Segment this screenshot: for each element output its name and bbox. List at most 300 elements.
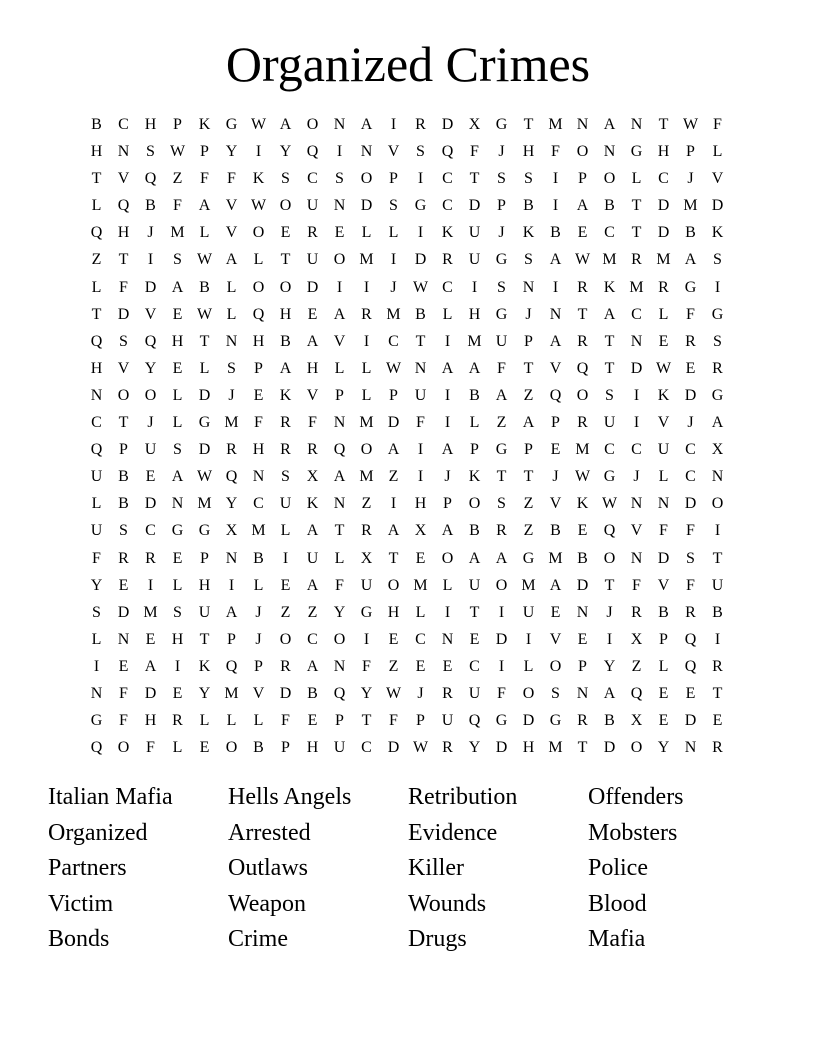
grid-letter: D bbox=[468, 197, 481, 215]
grid-letter: R bbox=[577, 332, 588, 350]
grid-letter: O bbox=[279, 278, 292, 296]
grid-letter: U bbox=[90, 522, 103, 540]
grid-letter: U bbox=[657, 441, 670, 459]
grid-letter: F bbox=[389, 712, 398, 730]
grid-letter: G bbox=[198, 414, 211, 432]
grid-letter: L bbox=[361, 224, 372, 242]
grid-letter: I bbox=[714, 278, 721, 296]
grid-letter: U bbox=[468, 684, 481, 702]
grid-letter: P bbox=[416, 712, 425, 730]
grid-letter: P bbox=[227, 630, 236, 648]
grid-letter: W bbox=[412, 739, 429, 757]
grid-letter: O bbox=[144, 386, 157, 404]
grid-letter: M bbox=[521, 576, 536, 594]
grid-letter: C bbox=[118, 116, 129, 133]
grid-letter: A bbox=[441, 522, 454, 540]
grid-letter: B bbox=[604, 712, 615, 730]
grid-letter: A bbox=[225, 603, 238, 621]
grid-letter: A bbox=[387, 522, 400, 540]
grid-letter: R bbox=[496, 522, 507, 540]
grid-letter: M bbox=[548, 549, 563, 567]
grid-letter: P bbox=[200, 549, 209, 567]
word-list-item: Arrested bbox=[228, 819, 311, 846]
grid-letter: U bbox=[90, 468, 103, 486]
grid-letter: G bbox=[198, 522, 211, 540]
grid-letter: B bbox=[118, 495, 129, 513]
word-list-item: Victim bbox=[48, 890, 114, 917]
grid-letter: L bbox=[253, 576, 264, 594]
grid-letter: G bbox=[360, 603, 373, 621]
word-list-item: Hells Angels bbox=[228, 784, 352, 810]
grid-letter: M bbox=[656, 251, 671, 269]
grid-letter: Q bbox=[333, 441, 346, 459]
grid-letter: I bbox=[390, 495, 397, 513]
grid-letter: P bbox=[335, 386, 344, 404]
grid-letter: T bbox=[523, 359, 534, 377]
grid-letter: H bbox=[306, 359, 319, 377]
grid-letter: B bbox=[118, 468, 129, 486]
grid-letter: C bbox=[91, 414, 102, 432]
grid-letter: D bbox=[657, 197, 670, 215]
grid-letter: C bbox=[604, 224, 615, 242]
grid-letter: F bbox=[92, 549, 101, 567]
grid-letter: R bbox=[361, 305, 372, 323]
grid-letter: S bbox=[227, 359, 236, 377]
grid-letter: I bbox=[93, 657, 100, 675]
grid-letter: Z bbox=[172, 170, 183, 188]
grid-row bbox=[83, 141, 731, 168]
grid-letter: M bbox=[170, 224, 185, 242]
grid-letter: L bbox=[226, 712, 237, 730]
grid-letter: F bbox=[146, 739, 155, 757]
word-list-item: Offenders bbox=[588, 784, 684, 810]
grid-letter: O bbox=[333, 630, 346, 648]
grid-row bbox=[83, 222, 731, 249]
grid-letter: O bbox=[252, 278, 265, 296]
grid-letter: L bbox=[226, 278, 237, 296]
grid-letter: N bbox=[576, 116, 589, 133]
grid-letter: F bbox=[632, 576, 641, 594]
word-list-item: Evidence bbox=[408, 819, 498, 846]
grid-letter: B bbox=[307, 684, 318, 702]
grid-letter: K bbox=[468, 468, 481, 486]
grid-letter: G bbox=[414, 197, 427, 215]
grid-letter: G bbox=[495, 712, 508, 730]
grid-letter: F bbox=[119, 278, 128, 296]
grid-letter: S bbox=[497, 495, 506, 513]
grid-letter: W bbox=[601, 495, 618, 513]
grid-letter: M bbox=[359, 251, 374, 269]
grid-letter: C bbox=[361, 739, 372, 757]
grid-letter: R bbox=[577, 414, 588, 432]
grid-letter: L bbox=[91, 495, 102, 513]
grid-letter: J bbox=[444, 468, 451, 486]
grid-letter: B bbox=[685, 224, 696, 242]
grid-letter: N bbox=[225, 549, 238, 567]
grid-letter: U bbox=[603, 414, 616, 432]
grid-letter: E bbox=[712, 712, 723, 730]
grid-letter: E bbox=[334, 224, 345, 242]
grid-letter: Q bbox=[684, 657, 697, 675]
grid-letter: I bbox=[633, 414, 640, 432]
grid-letter: H bbox=[144, 712, 157, 730]
grid-letter: O bbox=[603, 170, 616, 188]
grid-letter: A bbox=[468, 359, 481, 377]
grid-letter: F bbox=[416, 414, 425, 432]
grid-letter: R bbox=[712, 739, 723, 757]
grid-letter: N bbox=[333, 197, 346, 215]
grid-letter: L bbox=[226, 305, 237, 323]
grid-letter: U bbox=[468, 576, 481, 594]
grid-letter: T bbox=[199, 630, 210, 648]
grid-letter: W bbox=[385, 359, 402, 377]
grid-letter: T bbox=[334, 522, 345, 540]
grid-letter: Z bbox=[631, 657, 642, 675]
grid-letter: K bbox=[603, 278, 616, 296]
grid-letter: H bbox=[90, 359, 103, 377]
grid-letter: D bbox=[684, 712, 697, 730]
grid-letter: I bbox=[417, 441, 424, 459]
grid-letter: N bbox=[630, 495, 643, 513]
grid-letter: U bbox=[333, 739, 346, 757]
grid-letter: D bbox=[387, 739, 400, 757]
grid-letter: M bbox=[467, 332, 482, 350]
grid-letter: M bbox=[386, 305, 401, 323]
grid-letter: C bbox=[469, 657, 480, 675]
grid-letter: H bbox=[387, 603, 400, 621]
grid-letter: N bbox=[117, 143, 130, 161]
grid-letter: L bbox=[253, 251, 264, 269]
grid-letter: N bbox=[414, 359, 427, 377]
grid-letter: N bbox=[657, 495, 670, 513]
grid-letter: N bbox=[630, 332, 643, 350]
grid-letter: B bbox=[550, 522, 561, 540]
grid-letter: G bbox=[711, 305, 724, 323]
grid-letter: L bbox=[334, 549, 345, 567]
grid-letter: I bbox=[525, 630, 532, 648]
grid-letter: P bbox=[389, 170, 398, 188]
grid-letter: P bbox=[470, 441, 479, 459]
grid-letter: U bbox=[360, 576, 373, 594]
grid-letter: F bbox=[497, 684, 506, 702]
grid-letter: R bbox=[685, 603, 696, 621]
grid-letter: G bbox=[171, 522, 184, 540]
grid-letter: O bbox=[387, 576, 400, 594]
grid-letter: H bbox=[522, 143, 535, 161]
grid-letter: E bbox=[685, 684, 696, 702]
grid-letter: P bbox=[443, 495, 452, 513]
grid-letter: N bbox=[549, 305, 562, 323]
grid-letter: T bbox=[280, 251, 291, 269]
grid-letter: E bbox=[442, 657, 453, 675]
grid-letter: K bbox=[441, 224, 454, 242]
grid-letter: D bbox=[684, 495, 697, 513]
grid-letter: D bbox=[117, 305, 130, 323]
grid-letter: A bbox=[144, 657, 157, 675]
grid-letter: I bbox=[444, 386, 451, 404]
grid-letter: T bbox=[469, 170, 480, 188]
grid-letter: C bbox=[145, 522, 156, 540]
grid-letter: C bbox=[685, 441, 696, 459]
grid-letter: X bbox=[360, 549, 373, 567]
grid-row bbox=[83, 575, 731, 602]
grid-row bbox=[83, 195, 731, 222]
grid-letter: W bbox=[250, 116, 267, 133]
grid-letter: L bbox=[469, 414, 480, 432]
grid-letter: A bbox=[684, 251, 697, 269]
grid-letter: R bbox=[712, 359, 723, 377]
grid-letter: M bbox=[143, 603, 158, 621]
grid-letter: I bbox=[174, 657, 181, 675]
grid-letter: P bbox=[389, 386, 398, 404]
grid-letter: C bbox=[253, 495, 264, 513]
grid-letter: C bbox=[685, 468, 696, 486]
grid-letter: D bbox=[144, 278, 157, 296]
grid-letter: D bbox=[198, 386, 211, 404]
grid-letter: V bbox=[657, 414, 670, 432]
grid-letter: M bbox=[224, 684, 239, 702]
grid-letter: T bbox=[604, 576, 615, 594]
grid-letter: B bbox=[91, 116, 102, 133]
grid-letter: N bbox=[90, 386, 103, 404]
page-title: Organized Crimes bbox=[225, 36, 591, 92]
grid-letter: E bbox=[415, 657, 426, 675]
grid-row bbox=[83, 710, 731, 737]
grid-letter: Z bbox=[388, 468, 399, 486]
grid-letter: A bbox=[225, 251, 238, 269]
grid-row bbox=[83, 331, 731, 358]
grid-letter: H bbox=[468, 305, 481, 323]
grid-letter: J bbox=[255, 603, 262, 621]
grid-letter: Q bbox=[468, 712, 481, 730]
grid-letter: F bbox=[254, 414, 263, 432]
grid-letter: T bbox=[523, 468, 534, 486]
grid-letter: V bbox=[657, 576, 670, 594]
grid-letter: C bbox=[415, 630, 426, 648]
grid-letter: I bbox=[363, 630, 370, 648]
grid-letter: T bbox=[199, 332, 210, 350]
grid-letter: E bbox=[388, 630, 399, 648]
grid-letter: T bbox=[712, 549, 723, 567]
grid-letter: G bbox=[90, 712, 103, 730]
grid-letter: G bbox=[495, 251, 508, 269]
grid-letter: W bbox=[385, 684, 402, 702]
grid-letter: R bbox=[415, 116, 426, 133]
grid-letter: J bbox=[228, 386, 235, 404]
grid-letter: I bbox=[147, 576, 154, 594]
word-list-item: Organized bbox=[48, 819, 148, 846]
grid-letter: D bbox=[279, 684, 292, 702]
grid-letter: Y bbox=[225, 495, 238, 513]
grid-letter: D bbox=[414, 251, 427, 269]
grid-letter: P bbox=[281, 739, 290, 757]
grid-letter: I bbox=[336, 278, 343, 296]
grid-letter: O bbox=[468, 495, 481, 513]
grid-letter: U bbox=[468, 251, 481, 269]
grid-letter: F bbox=[362, 657, 371, 675]
grid-letter: W bbox=[196, 305, 213, 323]
grid-letter: D bbox=[144, 495, 157, 513]
grid-letter: X bbox=[630, 712, 643, 730]
grid-letter: E bbox=[469, 630, 480, 648]
word-list-item: Mafia bbox=[588, 926, 646, 953]
grid-letter: N bbox=[333, 495, 346, 513]
grid-letter: Z bbox=[496, 414, 507, 432]
grid-letter: H bbox=[279, 305, 292, 323]
grid-letter: B bbox=[469, 522, 480, 540]
grid-letter: K bbox=[576, 495, 589, 513]
grid-letter: G bbox=[630, 143, 643, 161]
grid-row bbox=[83, 114, 731, 141]
grid-letter: E bbox=[307, 712, 318, 730]
grid-letter: Q bbox=[549, 386, 562, 404]
grid-letter: E bbox=[145, 468, 156, 486]
grid-letter: R bbox=[280, 657, 291, 675]
grid-letter: R bbox=[658, 278, 669, 296]
grid-letter: R bbox=[361, 522, 372, 540]
grid-letter: T bbox=[523, 116, 534, 133]
grid-letter: Y bbox=[603, 657, 616, 675]
grid-letter: E bbox=[280, 576, 291, 594]
grid-letter: F bbox=[551, 143, 560, 161]
grid-letter: E bbox=[145, 630, 156, 648]
grid-letter: W bbox=[574, 251, 591, 269]
word-list-item: Outlaws bbox=[228, 855, 308, 882]
word-list-item: Italian Mafia bbox=[48, 784, 173, 810]
grid-letter: S bbox=[173, 251, 182, 269]
grid-letter: N bbox=[576, 684, 589, 702]
grid-letter: Z bbox=[523, 495, 534, 513]
grid-letter: A bbox=[306, 576, 319, 594]
grid-letter: Y bbox=[144, 359, 157, 377]
grid-letter: T bbox=[577, 305, 588, 323]
grid-letter: L bbox=[631, 170, 642, 188]
grid-letter: T bbox=[118, 414, 129, 432]
grid-letter: E bbox=[550, 603, 561, 621]
grid-letter: L bbox=[199, 359, 210, 377]
word-list-item: Partners bbox=[48, 855, 127, 882]
grid-letter: F bbox=[335, 576, 344, 594]
grid-letter: S bbox=[524, 251, 533, 269]
grid-letter: K bbox=[198, 657, 211, 675]
grid-letter: I bbox=[390, 251, 397, 269]
grid-letter: I bbox=[228, 576, 235, 594]
grid-letter: U bbox=[306, 251, 319, 269]
grid-letter: N bbox=[630, 116, 643, 133]
grid-letter: H bbox=[306, 739, 319, 757]
grid-letter: R bbox=[442, 684, 453, 702]
grid-letter: J bbox=[525, 305, 532, 323]
grid-letter: I bbox=[417, 170, 424, 188]
grid-letter: N bbox=[522, 278, 535, 296]
grid-letter: B bbox=[712, 603, 723, 621]
grid-letter: P bbox=[200, 143, 209, 161]
grid-letter: J bbox=[255, 630, 262, 648]
grid-letter: Z bbox=[307, 603, 318, 621]
grid-letter: O bbox=[549, 657, 562, 675]
grid-letter: I bbox=[147, 251, 154, 269]
grid-letter: C bbox=[307, 630, 318, 648]
grid-letter: A bbox=[549, 332, 562, 350]
grid-letter: B bbox=[550, 224, 561, 242]
grid-letter: O bbox=[441, 549, 454, 567]
grid-letter: F bbox=[119, 712, 128, 730]
word-list-item: Mobsters bbox=[588, 819, 678, 846]
grid-letter: L bbox=[658, 305, 669, 323]
grid-letter: A bbox=[360, 116, 373, 133]
grid-letter: F bbox=[713, 116, 722, 133]
grid-letter: O bbox=[279, 197, 292, 215]
grid-letter: L bbox=[658, 657, 669, 675]
grid-letter: W bbox=[196, 251, 213, 269]
grid-letter: L bbox=[388, 224, 399, 242]
grid-letter: T bbox=[415, 332, 426, 350]
grid-letter: I bbox=[444, 603, 451, 621]
grid-letter: A bbox=[171, 278, 184, 296]
grid-letter: H bbox=[198, 576, 211, 594]
grid-letter: N bbox=[441, 630, 454, 648]
word-list-item: Police bbox=[588, 855, 648, 882]
grid-letter: Q bbox=[144, 170, 157, 188]
grid-letter: I bbox=[606, 630, 613, 648]
grid-letter: N bbox=[360, 143, 373, 161]
grid-letter: A bbox=[576, 197, 589, 215]
grid-letter: P bbox=[119, 441, 128, 459]
grid-letter: N bbox=[333, 414, 346, 432]
grid-letter: F bbox=[119, 684, 128, 702]
grid-letter: M bbox=[575, 441, 590, 459]
grid-letter: E bbox=[253, 386, 264, 404]
grid-letter: Y bbox=[198, 684, 211, 702]
grid-letter: O bbox=[711, 495, 724, 513]
grid-letter: A bbox=[333, 305, 346, 323]
grid-letter: L bbox=[91, 197, 102, 215]
grid-letter: A bbox=[495, 549, 508, 567]
grid-letter: D bbox=[603, 739, 616, 757]
grid-letter: H bbox=[90, 143, 103, 161]
grid-letter: R bbox=[631, 603, 642, 621]
grid-letter: U bbox=[198, 603, 211, 621]
grid-letter: W bbox=[169, 143, 186, 161]
word-list-item: Bonds bbox=[48, 926, 110, 953]
grid-row bbox=[83, 493, 731, 520]
grid-letter: S bbox=[119, 522, 128, 540]
grid-letter: F bbox=[470, 143, 479, 161]
grid-letter: Q bbox=[117, 197, 130, 215]
grid-letter: S bbox=[713, 251, 722, 269]
grid-letter: H bbox=[657, 143, 670, 161]
grid-letter: H bbox=[144, 116, 157, 133]
grid-letter: Q bbox=[90, 224, 103, 242]
grid-letter: R bbox=[307, 441, 318, 459]
grid-letter: J bbox=[552, 468, 559, 486]
grid-letter: T bbox=[91, 170, 102, 188]
grid-letter: A bbox=[306, 332, 319, 350]
grid-letter: M bbox=[602, 251, 617, 269]
grid-letter: X bbox=[306, 468, 319, 486]
grid-letter: M bbox=[197, 495, 212, 513]
grid-letter: M bbox=[548, 739, 563, 757]
grid-letter: B bbox=[253, 549, 264, 567]
grid-letter: Q bbox=[144, 332, 157, 350]
grid-letter: V bbox=[387, 143, 400, 161]
grid-letter: A bbox=[603, 684, 616, 702]
grid-letter: J bbox=[633, 468, 640, 486]
grid-letter: Z bbox=[280, 603, 291, 621]
grid-letter: V bbox=[252, 684, 265, 702]
grid-letter: H bbox=[414, 495, 427, 513]
grid-letter: Z bbox=[91, 251, 102, 269]
